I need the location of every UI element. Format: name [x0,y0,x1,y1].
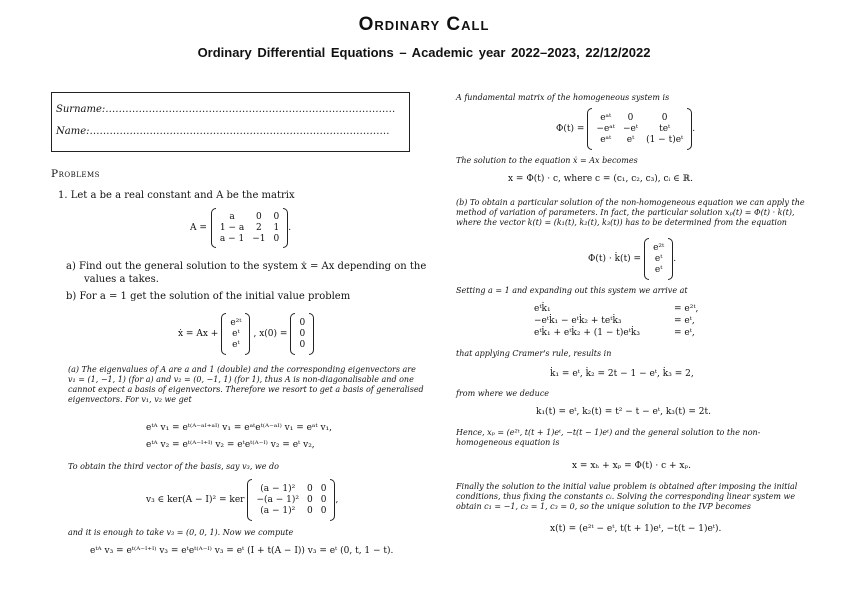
hence-text [456,428,760,448]
setting-text: Setting a = 1 and expanding out this system we arrive at [456,286,688,295]
matrix-cell: a − 1 [219,233,245,244]
phik-end: . [673,254,677,264]
matrix-cell: teᵗ [659,123,671,134]
item-b: b) For a = 1 get the solution of the initial value problem [66,291,351,302]
kernel-lhs: v₃ ∈ ker(A − I)² = ker [146,495,245,505]
variation-equation [588,238,676,280]
kernel-end: , [335,495,339,505]
phi-matrix-entries [592,113,687,146]
vector-cell: eᵗ [654,264,663,275]
matrix-cell: 0 [627,112,634,123]
hence-line: homogeneous equation is [456,438,560,447]
matrix-A-label: A = [190,223,207,233]
matrix-cell: 0 [256,211,262,222]
vector-cell: eᵗ [232,339,240,350]
final-line: conditions, thus fixing the constants cᵢ. Solving the corresponding linear system we [456,492,796,501]
part-b-text [456,198,805,228]
matrix-cell: (1 − t)eᵗ [646,134,684,145]
matrix-cell: −eᵃᵗ [596,123,615,134]
matrix-A-entries [216,212,283,245]
vector-cell: 0 [299,339,306,350]
equation-v3: eᵗᴬ v₃ = eᵗ⁽ᴬ⁻ᴵ⁺ᴵ⁾ v₃ = eᵗeᵗ⁽ᴬ⁻ᴵ⁾ v₃ = eᵗ (I + t(A − I)) v₃ = eᵗ (0, t, 1 − t). [90,546,394,556]
matrix-cell: (a − 1)² [260,483,296,494]
matrix-cell: 0 [320,494,327,505]
system-cell: = e²ᵗ, [673,304,699,314]
matrix-cell: eᵃᵗ [600,134,612,145]
matrix-cell: −1 [252,233,266,244]
matrix-cell: 0 [273,211,280,222]
third-vector-intro: To obtain the third vector of the basis, say v₃, we do [68,462,279,471]
part-b-line: (b) To obtain a particular solution of the non-homogeneous equation we can apply the [456,198,805,207]
hence-line: Hence, xₚ = (e²ᵗ, t(t + 1)eᵗ, −t(t − 1)eᵗ) and the general solution to the non- [456,428,761,437]
deduce-equation: k₁(t) = eᵗ, k₂(t) = t² − t − eᵗ, k₃(t) = 2t. [536,407,711,417]
kernel-equation [146,478,338,522]
matrix-cell: 0 [320,483,327,494]
section-heading: Problems [51,168,100,180]
solution-equation: x = Φ(t) · c, where c = (c₁, c₂, c₃), cᵢ ∈ ℝ. [508,174,694,184]
ivp-initial-vector [295,318,309,351]
ivp-forcing-vector [226,318,245,351]
part-b-line: where the vector k(t) = (k₁(t), k₂(t), k₃(t)) has to be determined from the equation [456,218,787,227]
item-a-cont: values a takes. [84,274,159,285]
kernel-matrix [252,484,330,517]
system-cell: = eᵗ, [673,328,695,338]
page-subtitle: Ordinary Differential Equations – Academic year 2022–2023, 22/12/2022 [197,45,651,60]
matrix-cell: eᵃᵗ [600,112,612,123]
vector-cell: eᵗ [232,328,240,339]
matrix-cell: 2 [256,222,262,233]
cramer-equation: k̇₁ = eᵗ, k̇₂ = 2t − 1 − eᵗ, k̇₃ = 2, [550,369,694,379]
matrix-cell: a [229,211,235,222]
item-a: a) Find out the general solution to the system ẋ = Ax depending on the [66,261,427,272]
matrix-cell: 1 [273,222,280,233]
vector-cell: e²ᵗ [230,317,242,328]
surname-field: Surname:…………………………………………………………………………… [56,104,396,115]
name-field: Name:……………………………………………………………………………… [56,126,390,137]
phi-label: Φ(t) = [556,124,585,134]
matrix-cell: 1 − a [219,222,245,233]
vector-cell: 0 [299,317,306,328]
solution-a-line: v₁ = (1, −1, 1) (for a) and v₂ = (0, −1, 1) (for 1), thus A is non-diagonalisable and one [68,375,414,384]
matrix-cell: −(a − 1)² [256,494,299,505]
system-cell: = eᵗ, [673,316,695,326]
system-cell: eᵗk̇₁ [534,304,551,314]
ivp-mid: , x(0) = [253,329,288,339]
cramer-text: that applying Cramer's rule, results in [456,349,612,358]
system-cell: eᵗk̇₁ + eᵗk̇₂ + (1 − t)eᵗk̇₃ [534,328,640,338]
vector-cell: eᵗ [654,253,663,264]
equation-v2: eᵗᴬ v₂ = eᵗ⁽ᴬ⁻ᴵ⁺ᴵ⁾ v₂ = eᵗeᵗ⁽ᴬ⁻ᴵ⁾ v₂ = eᵗ v₂, [146,440,315,450]
matrix-A: A = a 0 0 1 − a 2 1 a − 1 −1 0 . [190,208,291,248]
solution-a-line: (a) The eigenvalues of A are a and 1 (double) and the corresponding eigenvectors are [68,365,416,374]
matrix-cell: 0 [320,505,327,516]
matrix-cell: −eᵗ [622,123,639,134]
final-solution: x(t) = (e²ᵗ − eᵗ, t(t + 1)eᵗ, −t(t − 1)eᵗ). [550,524,722,534]
phi-end: . [692,124,696,134]
linear-system [530,303,702,339]
solution-a [68,365,424,405]
solution-text: The solution to the equation ẋ = Ax becomes [456,156,638,165]
phik-lhs: Φ(t) · k̇(t) = [588,254,642,264]
matrix-cell: 0 [306,505,313,516]
matrix-cell: 0 [273,233,280,244]
final-line: obtain c₁ = −1, c₂ = 1, c₃ = 0, so the unique solution to the IVP becomes [456,502,751,511]
ivp-lhs: ẋ = Ax + [178,329,219,339]
matrix-cell: (a − 1)² [260,505,296,516]
student-info-box [51,92,410,152]
deduce-text: from where we deduce [456,389,550,398]
matrix-cell: 0 [306,494,313,505]
fundamental-matrix [556,108,695,150]
ivp-equation [178,312,314,356]
general-solution: x = xₕ + xₚ = Φ(t) · c + xₚ. [572,461,691,471]
equation-v1: eᵗᴬ v₁ = eᵗ⁽ᴬ⁻ᵃᴵ⁺ᵃᴵ⁾ v₁ = eᵃᵗeᵗ⁽ᴬ⁻ᵃᴵ⁾ v₁ = eᵃᵗ v₁, [146,423,333,433]
vector-cell: e²ᵗ [653,242,665,253]
problem-1-intro: 1. Let a be a real constant and A be the matrix [58,190,295,201]
phik-vector [649,243,668,276]
fundamental-text: A fundamental matrix of the homogeneous system is [456,93,670,102]
final-line: Finally the solution to the initial value problem is obtained after imposing the initial [456,482,798,491]
vector-cell: 0 [299,328,306,339]
part-b-line: method of variation of parameters. In fact, the particular solution xₚ(t) = Φ(t) · k(t), [456,208,795,217]
final-text [456,482,797,512]
matrix-cell: 0 [306,483,313,494]
v3-text: and it is enough to take v₃ = (0, 0, 1). Now we compute [68,528,294,537]
page-title: Ordinary Call [358,14,490,35]
matrix-cell: eᵗ [626,134,635,145]
solution-a-line: eigenvectors. For v₁, v₂ we get [68,395,192,404]
solution-a-line: cannot expect a basis of eigenvectors. Therefore we resort to get a basis of generalised [68,385,424,394]
matrix-cell: 0 [661,112,668,123]
system-cell: −eᵗk̇₁ − eᵗk̇₂ + teᵗk̇₃ [534,316,622,326]
